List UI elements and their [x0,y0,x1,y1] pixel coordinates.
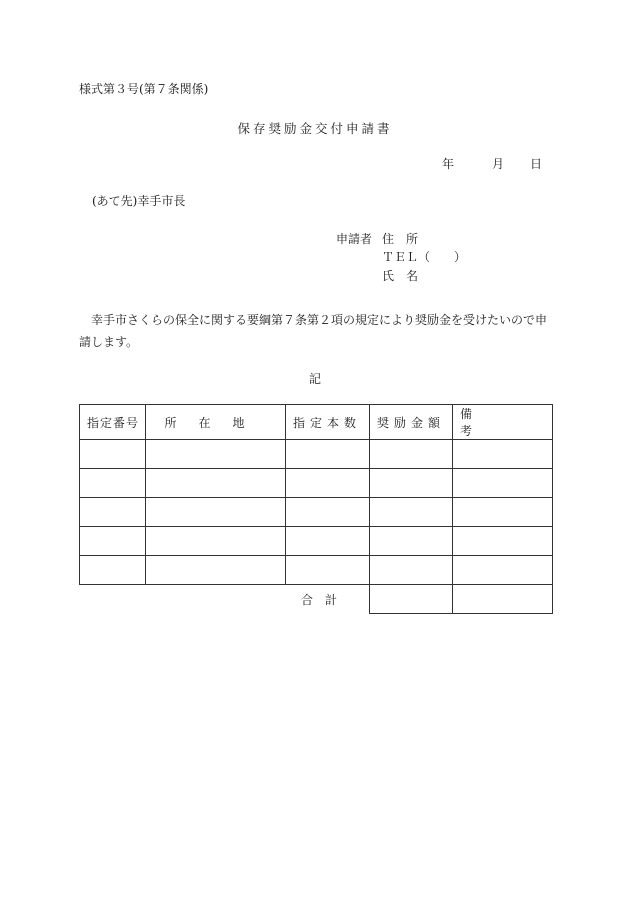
cell-tree-count[interactable] [286,440,370,469]
table-row [80,498,553,527]
header-grant-amount-label: 奨励金額 [377,415,446,430]
header-designation-number [80,405,146,440]
cell-tree-count[interactable] [286,498,370,527]
header-designation-number-label: 指 定 番 号 [87,415,138,430]
cell-tree-count[interactable] [286,556,370,585]
table-row [80,469,553,498]
cell-remarks[interactable] [453,498,553,527]
note-heading: 記 [308,372,321,386]
header-location [146,405,286,440]
cell-designation-number[interactable] [80,527,146,556]
header-remarks-label: 備考 [460,407,523,438]
cell-designation-number[interactable] [80,469,146,498]
cell-designation-number[interactable] [80,498,146,527]
cell-grant-amount[interactable] [370,440,453,469]
total-grant-amount-cell[interactable] [370,585,453,614]
year-label: 年 [442,157,455,171]
cell-grant-amount[interactable] [370,469,453,498]
tel-label: ＴＥＬ（ ） [382,250,467,264]
month-label: 月 [492,157,505,171]
total-spacer [146,585,286,614]
cell-remarks[interactable] [453,527,553,556]
applicant-label: 申請者 [336,232,373,246]
form-number: 様式第３号(第７条関係) [79,82,209,96]
cell-designation-number[interactable] [80,556,146,585]
cell-location[interactable] [146,498,286,527]
table-row [80,527,553,556]
cell-remarks[interactable] [453,469,553,498]
cell-grant-amount[interactable] [370,498,453,527]
body-text: 幸手市さくらの保全に関する要綱第７条第２項の規定により奨励金を受けたいので申請します。 [79,313,548,349]
name-label: 氏 名 [382,269,419,283]
day-label: 日 [530,157,543,171]
address-label: 住 所 [382,232,419,246]
cell-tree-count[interactable] [286,469,370,498]
cell-grant-amount[interactable] [370,527,453,556]
header-tree-count-label: 指定本数 [293,415,362,430]
table-header-row [80,405,553,440]
cell-location[interactable] [146,469,286,498]
header-grant-amount [370,405,453,440]
cell-remarks[interactable] [453,556,553,585]
total-row [80,585,553,614]
cell-location[interactable] [146,556,286,585]
grant-table [79,404,553,614]
total-spacer [80,585,146,614]
cell-location[interactable] [146,527,286,556]
header-remarks [453,405,553,440]
date-line [442,155,542,172]
cell-tree-count[interactable] [286,527,370,556]
cell-remarks[interactable] [453,440,553,469]
document-title: 保存奨励金交付申請書 [237,121,393,136]
cell-grant-amount[interactable] [370,556,453,585]
total-remarks-cell[interactable] [453,585,553,614]
header-tree-count [286,405,370,440]
table-row [80,556,553,585]
cell-location[interactable] [146,440,286,469]
cell-designation-number[interactable] [80,440,146,469]
addressee: (あて先)幸手市長 [92,194,186,208]
header-location-label: 所在地 [164,415,267,430]
table-row [80,440,553,469]
total-label: 合計 [286,585,370,614]
